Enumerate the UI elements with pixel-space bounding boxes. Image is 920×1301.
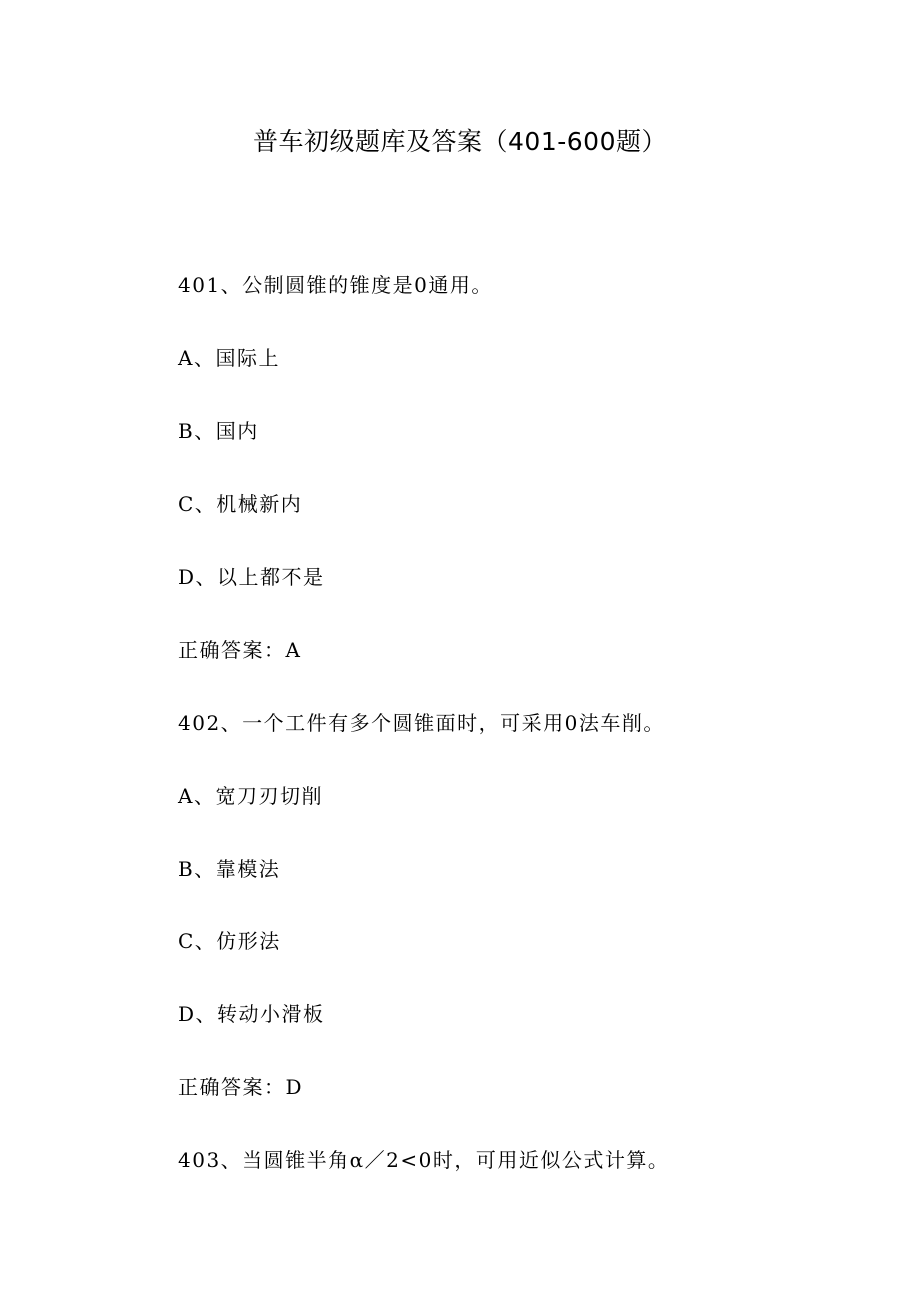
document-title: 普车初级题库及答案（401-600题）	[253, 127, 667, 156]
question-402-option-b: B、靠模法	[178, 857, 281, 881]
question-402-option-c: C、仿形法	[178, 929, 281, 953]
question-402-answer: 正确答案：D	[178, 1075, 304, 1099]
question-401-option-a: A、国际上	[178, 346, 280, 370]
question-401-stem: 401、公制圆锥的锥度是0通用。	[178, 273, 493, 297]
question-402-stem: 402、一个工件有多个圆锥面时，可采用0法车削。	[178, 711, 665, 735]
question-402-option-d: D、转动小滑板	[178, 1002, 325, 1026]
question-401-option-d: D、以上都不是	[178, 565, 325, 589]
question-401-option-b: B、国内	[178, 419, 259, 443]
question-403-stem: 403、当圆锥半角α／2<0时，可用近似公式计算。	[178, 1148, 670, 1172]
question-401-option-c: C、机械新内	[178, 492, 303, 516]
question-401-answer: 正确答案：A	[178, 638, 302, 662]
question-402-option-a: A、宽刀刃切削	[178, 784, 323, 808]
